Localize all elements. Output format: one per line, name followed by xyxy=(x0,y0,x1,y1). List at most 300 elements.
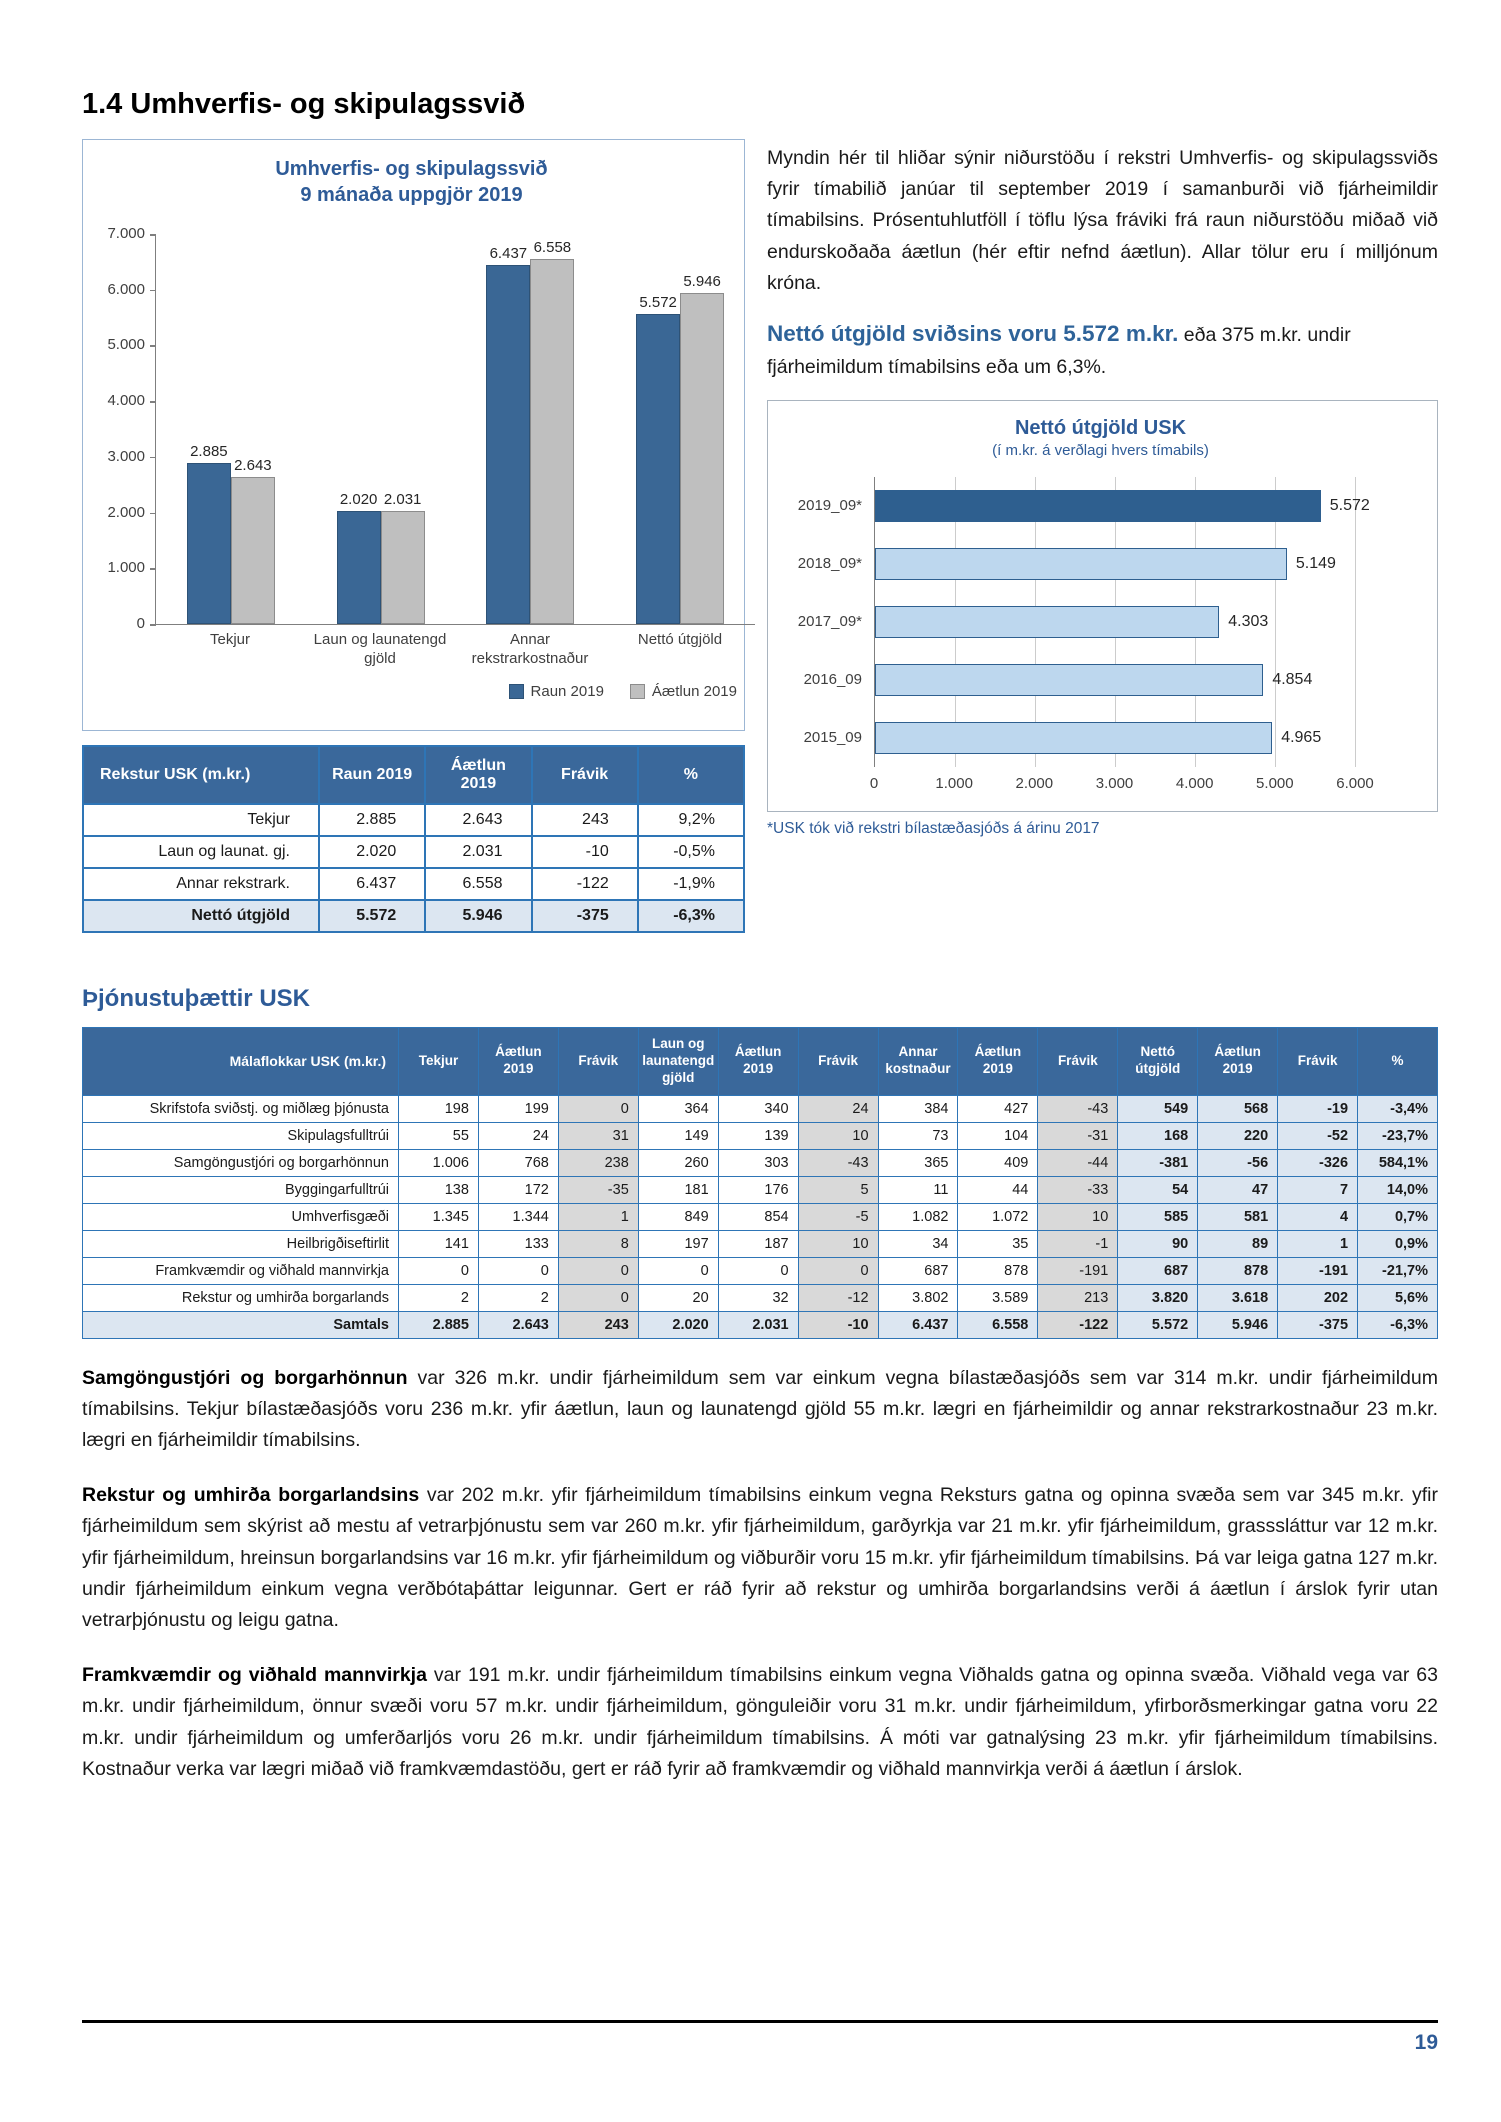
h-chart-subtitle: (í m.kr. á verðlagi hvers tímabils) xyxy=(992,442,1209,460)
bar-raun xyxy=(636,314,680,624)
bar-group xyxy=(187,443,275,624)
cell: 8 xyxy=(558,1230,638,1257)
cell: 10 xyxy=(798,1122,878,1149)
page-number: 19 xyxy=(1414,2031,1438,2054)
cell: -56 xyxy=(1198,1149,1278,1176)
cell: -31 xyxy=(1038,1122,1118,1149)
cell: 187 xyxy=(718,1230,798,1257)
cell: 768 xyxy=(478,1149,558,1176)
legend-swatch-aaetlun-icon xyxy=(630,684,645,699)
column-header: Annar kostnaður xyxy=(878,1028,958,1096)
data-label: 5.572 xyxy=(639,293,677,311)
bar-with-label xyxy=(486,245,530,624)
column-header: Frávik xyxy=(1038,1028,1118,1096)
y-tick xyxy=(150,290,156,292)
cell: 0,9% xyxy=(1358,1230,1438,1257)
row-label: Rekstur og umhirða borgarlands xyxy=(83,1284,399,1311)
header-row xyxy=(83,746,744,804)
cell: -23,7% xyxy=(1358,1122,1438,1149)
cell: 6.437 xyxy=(878,1311,958,1338)
col-chart-yaxis xyxy=(93,225,155,632)
x-tick-label: 3.000 xyxy=(1095,775,1134,793)
x-tick-label: 2.000 xyxy=(1015,775,1054,793)
h-bar xyxy=(875,722,1272,754)
x-tick-label: 4.000 xyxy=(1175,775,1214,793)
y-tick-label: 7.000 xyxy=(107,225,145,242)
cell: 427 xyxy=(958,1095,1038,1122)
bar-group xyxy=(636,273,724,624)
bar-aaetlun xyxy=(231,477,275,624)
table-row xyxy=(83,1230,1438,1257)
cell: -19 xyxy=(1278,1095,1358,1122)
cell: 6.558 xyxy=(425,868,531,900)
cell: 2.031 xyxy=(425,836,531,868)
column-header: Frávik xyxy=(558,1028,638,1096)
page-title: 1.4 Umhverfis- og skipulagssvið xyxy=(82,88,526,120)
h-chart-main xyxy=(869,477,1419,801)
row-label: Annar rekstrark. xyxy=(83,868,319,900)
paragraph-text: var 202 m.kr. yfir fjárheimildum tímabilsins einkum vegna Reksturs gatna og opinna svæða sem var 345 m.kr. yfir fjárheimildum sem skýrist að mestu af vetrarþjónustu sem var 260 m.kr. yfir fjárheimildum, garðyrkja var 21 m.kr. yfir fjárheimildum, grasssláttur var 12 m.kr. yfir fjárheimildum, hreinsun borgarlandsins var 16 m.kr. yfir fjárheimildum og viðburðir voru 15 m.kr. yfir fjárheimildum tímabilsins. Þá var leiga gatna 127 m.kr. undir fjárheimildum einkum vegna verðbótaþáttar leigunnar. Gert er ráð fyrir að rekstur og umhirða borgarlandsins verði á áætlun í árslok fyrir utan vetrarþjónustu og leigu gatna. xyxy=(82,1484,1438,1631)
y-tick xyxy=(150,345,156,347)
data-label: 5.572 xyxy=(1329,497,1370,515)
cell: 260 xyxy=(638,1149,718,1176)
y-tick xyxy=(150,513,156,515)
cell: 202 xyxy=(1278,1284,1358,1311)
cell: 854 xyxy=(718,1203,798,1230)
bar-with-label xyxy=(337,491,381,624)
column-chart xyxy=(82,139,745,731)
bar-raun xyxy=(337,511,381,624)
cell: -122 xyxy=(1038,1311,1118,1338)
cell: 199 xyxy=(478,1095,558,1122)
y-tick-label: 5.000 xyxy=(107,336,145,354)
cell: 138 xyxy=(399,1176,479,1203)
y-tick-label: 2.000 xyxy=(107,503,145,521)
h-bar-row xyxy=(875,593,1355,651)
paragraph-text: var 191 m.kr. undir fjárheimildum tímabilsins einkum vegna Viðhalds gatna og opinna svæða. Viðhald vega var 63 m.kr. undir fjárheimildum, önnur svæði voru 57 m.kr. undir fjárheimildum, gönguleiðir voru 31 m.kr. undir fjárheimildum, yfirborðsmerkingar gatna voru 22 m.kr. undir fjárheimildum og umferðarljós voru 26 m.kr. undir fjárheimildum tímabilsins. Á móti var gatnalýsing 23 m.kr. yfir fjárheimildum tímabilsins. Kostnaður verka var lægri miðað við framkvæmdastöðu, gert er ráð fyrir að framkvæmdir og viðhald mannvirkja verði á áætlun í árslok. xyxy=(82,1664,1438,1780)
cell: 0 xyxy=(638,1257,718,1284)
highlight-rest-text: eða 375 m.kr. undir fjárheimildum tímabilsins eða um 6,3%. xyxy=(767,323,1351,378)
cell: 2.885 xyxy=(319,804,425,836)
chart-footnote: *USK tók við rekstri bílastæðasjóðs á árinu 2017 xyxy=(767,820,1100,838)
column-header: Áætlun 2019 xyxy=(958,1028,1038,1096)
highlight-bold-text: Nettó útgjöld sviðsins voru 5.572 m.kr. xyxy=(767,320,1179,346)
cell: 238 xyxy=(558,1149,638,1176)
cell: 141 xyxy=(399,1230,479,1257)
table-row xyxy=(83,1257,1438,1284)
services-table xyxy=(82,1027,1438,1339)
legend-label: Raun 2019 xyxy=(530,682,604,700)
cell: 2 xyxy=(399,1284,479,1311)
rekstur-table xyxy=(82,745,745,933)
cell: 687 xyxy=(878,1257,958,1284)
data-label: 4.303 xyxy=(1228,613,1269,631)
cell: 1.006 xyxy=(399,1149,479,1176)
legend-label: Áætlun 2019 xyxy=(651,682,737,700)
cell: 14,0% xyxy=(1358,1176,1438,1203)
page-footer xyxy=(82,2020,1438,2055)
cell: 0 xyxy=(478,1257,558,1284)
column-header: % xyxy=(1358,1028,1438,1096)
cell: -43 xyxy=(798,1149,878,1176)
column-header: Frávik xyxy=(798,1028,878,1096)
bar-aaetlun xyxy=(680,293,724,624)
top-section xyxy=(82,139,1438,933)
cell: 10 xyxy=(1038,1203,1118,1230)
cell: 54 xyxy=(1118,1176,1198,1203)
table-row xyxy=(83,804,744,836)
column-header: Áætlun 2019 xyxy=(1198,1028,1278,1096)
y-tick xyxy=(150,568,156,570)
cell: 3.820 xyxy=(1118,1284,1198,1311)
h-bar-row xyxy=(875,651,1355,709)
cell: 2.020 xyxy=(638,1311,718,1338)
data-label: 2.031 xyxy=(383,490,422,508)
x-tick-label: 5.000 xyxy=(1256,775,1294,793)
intro-paragraph: Myndin hér til hliðar sýnir niðurstöðu í rekstri Umhverfis- og skipulagssviðs fyrir tímabilið janúar til september 2019 í samanburði við fjárheimildir tímabilsins. Prósentuhlutföll í töflu lýsa fráviki frá raun niðurstöðu miðað við endurskoðaða áætlun (hér eftir nefnd áætlun). Allar tölur eru í milljónum króna. xyxy=(767,147,1438,294)
y-tick xyxy=(150,457,156,459)
category-label: 2015_09 xyxy=(803,729,862,747)
x-tick-label: 1.000 xyxy=(935,775,973,793)
cell: 5 xyxy=(798,1176,878,1203)
category-label: Laun og launatengd gjöld xyxy=(313,631,447,667)
bar-aaetlun xyxy=(530,259,574,624)
cell: 6.437 xyxy=(319,868,425,900)
column-header: Raun 2019 xyxy=(319,746,425,804)
cell: 3.618 xyxy=(1198,1284,1278,1311)
body-paragraph-2 xyxy=(82,1480,1438,1636)
cell: 2.643 xyxy=(425,804,531,836)
cell: 32 xyxy=(718,1284,798,1311)
data-label: 2.885 xyxy=(190,443,228,461)
row-label: Skrifstofa sviðstj. og miðlæg þjónusta xyxy=(83,1095,399,1122)
h-bar xyxy=(875,548,1287,580)
cell: 409 xyxy=(958,1149,1038,1176)
cell: 5.946 xyxy=(425,900,531,932)
data-label: 6.437 xyxy=(489,245,528,263)
data-label: 4.854 xyxy=(1272,671,1313,689)
y-tick-label: 4.000 xyxy=(107,392,145,410)
row-label: Heilbrigðiseftirlit xyxy=(83,1230,399,1257)
cell: 0 xyxy=(558,1095,638,1122)
cell: 55 xyxy=(399,1122,479,1149)
table-row xyxy=(83,1095,1438,1122)
cell: 3.802 xyxy=(878,1284,958,1311)
data-label: 5.946 xyxy=(683,272,721,290)
row-label: Laun og launat. gj. xyxy=(83,836,319,868)
right-column xyxy=(767,139,1438,838)
data-label: 5.149 xyxy=(1295,555,1336,573)
cell: 47 xyxy=(1198,1176,1278,1203)
cell: -375 xyxy=(1278,1311,1358,1338)
cell: -43 xyxy=(1038,1095,1118,1122)
cell: -33 xyxy=(1038,1176,1118,1203)
h-bar xyxy=(875,664,1263,696)
bar-with-label xyxy=(530,239,574,624)
cell: 24 xyxy=(478,1122,558,1149)
cell: 364 xyxy=(638,1095,718,1122)
table-row xyxy=(83,900,744,932)
h-bar-row xyxy=(875,477,1370,535)
cell: 0 xyxy=(558,1284,638,1311)
cell: 549 xyxy=(1118,1095,1198,1122)
table-row xyxy=(83,1311,1438,1338)
y-tick xyxy=(150,401,156,403)
cell: 2.031 xyxy=(718,1311,798,1338)
column-header: Áætlun 2019 xyxy=(478,1028,558,1096)
cell: -35 xyxy=(558,1176,638,1203)
h-chart-categories xyxy=(782,477,874,801)
legend-item-aaetlun xyxy=(630,683,737,700)
column-header: Rekstur USK (m.kr.) xyxy=(83,746,319,804)
cell: -52 xyxy=(1278,1122,1358,1149)
cell: 340 xyxy=(718,1095,798,1122)
cell: 243 xyxy=(532,804,638,836)
cell: -10 xyxy=(532,836,638,868)
cell: 2.643 xyxy=(478,1311,558,1338)
paragraph-text: var 326 m.kr. undir fjárheimildum sem var einkum vegna bílastæðasjóðs sem var 314 m.kr. undir fjárheimildum tímabilsins. Tekjur bílastæðasjóðs voru 236 m.kr. yfir áætlun, laun og launatengd gjöld 55 m.kr. lægri en fjárheimildir og annar rekstrarkostnaður 23 m.kr. lægri en fjárheimildir tímabilsins. xyxy=(82,1366,1438,1451)
bar-with-label xyxy=(381,491,425,624)
cell: 4 xyxy=(1278,1203,1358,1230)
cell: -21,7% xyxy=(1358,1257,1438,1284)
bar-with-label xyxy=(231,457,275,624)
paragraph-lead: Framkvæmdir og viðhald mannvirkja xyxy=(82,1664,427,1687)
h-bar-chart xyxy=(767,400,1438,812)
cell: 133 xyxy=(478,1230,558,1257)
row-label: Samtals xyxy=(83,1311,399,1338)
cell: -12 xyxy=(798,1284,878,1311)
section-heading: Þjónustuþættir USK xyxy=(82,985,310,1012)
h-bar-row xyxy=(875,535,1355,593)
bar-group xyxy=(486,239,574,624)
bar-with-label xyxy=(636,294,680,624)
cell: 1.072 xyxy=(958,1203,1038,1230)
table-row xyxy=(83,1176,1438,1203)
cell: 172 xyxy=(478,1176,558,1203)
data-label: 2.643 xyxy=(234,456,272,474)
cell: -0,5% xyxy=(638,836,744,868)
cell: -381 xyxy=(1118,1149,1198,1176)
cell: 581 xyxy=(1198,1203,1278,1230)
table-row xyxy=(83,868,744,900)
col-chart-plot xyxy=(155,234,755,625)
bar-raun xyxy=(187,463,231,624)
column-header: % xyxy=(638,746,744,804)
cell: 149 xyxy=(638,1122,718,1149)
x-tick-label: 0 xyxy=(869,775,879,793)
cell: 5.572 xyxy=(1118,1311,1198,1338)
cell: 365 xyxy=(878,1149,958,1176)
cell: 89 xyxy=(1198,1230,1278,1257)
footer-rule xyxy=(82,2020,1438,2023)
cell: -122 xyxy=(532,868,638,900)
cell: 34 xyxy=(878,1230,958,1257)
cell: 181 xyxy=(638,1176,718,1203)
row-label: Umhverfisgæði xyxy=(83,1203,399,1230)
cell: -10 xyxy=(798,1311,878,1338)
body-paragraph-1 xyxy=(82,1363,1438,1457)
cell: -326 xyxy=(1278,1149,1358,1176)
paragraph-lead: Rekstur og umhirða borgarlandsins xyxy=(82,1484,420,1507)
bar-with-label xyxy=(680,273,724,624)
cell: 6.558 xyxy=(958,1311,1038,1338)
cell: 11 xyxy=(878,1176,958,1203)
cell: 139 xyxy=(718,1122,798,1149)
cell: 303 xyxy=(718,1149,798,1176)
column-chart-body xyxy=(93,225,737,700)
cell: -3,4% xyxy=(1358,1095,1438,1122)
cell: 568 xyxy=(1198,1095,1278,1122)
y-tick xyxy=(150,234,156,236)
paragraph-lead: Samgöngustjóri og borgarhönnun xyxy=(82,1366,408,1389)
cell: -1 xyxy=(1038,1230,1118,1257)
cell: 7 xyxy=(1278,1176,1358,1203)
cell: 213 xyxy=(1038,1284,1118,1311)
cell: -1,9% xyxy=(638,868,744,900)
left-column xyxy=(82,139,745,933)
cell: 1.082 xyxy=(878,1203,958,1230)
cell: 2 xyxy=(478,1284,558,1311)
cell: 5,6% xyxy=(1358,1284,1438,1311)
row-label: Byggingarfulltrúi xyxy=(83,1176,399,1203)
cell: 9,2% xyxy=(638,804,744,836)
cell: 5.946 xyxy=(1198,1311,1278,1338)
cell: 197 xyxy=(638,1230,718,1257)
cell: 243 xyxy=(558,1311,638,1338)
table-row xyxy=(83,1203,1438,1230)
highlight-paragraph xyxy=(767,317,1438,382)
cell: -44 xyxy=(1038,1149,1118,1176)
cell: 2.020 xyxy=(319,836,425,868)
bar-raun xyxy=(486,265,530,624)
cell: 20 xyxy=(638,1284,718,1311)
cell: 0 xyxy=(798,1257,878,1284)
cell: 5.572 xyxy=(319,900,425,932)
legend-item-raun xyxy=(509,683,604,700)
data-label: 6.558 xyxy=(533,238,572,256)
table-row xyxy=(83,836,744,868)
y-tick-label: 3.000 xyxy=(107,447,145,465)
y-tick-label: 1.000 xyxy=(107,559,145,577)
category-label: Annar rekstrarkostnaður xyxy=(471,631,589,667)
cell: 0 xyxy=(558,1257,638,1284)
cell: 198 xyxy=(399,1095,479,1122)
h-chart-body xyxy=(782,477,1419,801)
x-tick-label: 6.000 xyxy=(1336,775,1374,793)
cell: 10 xyxy=(798,1230,878,1257)
category-label: Tekjur xyxy=(209,631,250,648)
table-row xyxy=(83,1284,1438,1311)
category-label: 2019_09* xyxy=(797,497,862,515)
cell: 384 xyxy=(878,1095,958,1122)
chart-legend xyxy=(155,683,737,700)
table-row xyxy=(83,1122,1438,1149)
cell: -191 xyxy=(1038,1257,1118,1284)
header-row xyxy=(83,1028,1438,1096)
cell: 687 xyxy=(1118,1257,1198,1284)
cell: 878 xyxy=(958,1257,1038,1284)
column-header: Nettó útgjöld xyxy=(1118,1028,1198,1096)
row-label: Nettó útgjöld xyxy=(83,900,319,932)
row-label: Tekjur xyxy=(83,804,319,836)
bar-aaetlun xyxy=(381,511,425,624)
h-bar xyxy=(875,490,1321,522)
cell: 878 xyxy=(1198,1257,1278,1284)
h-chart-xaxis xyxy=(869,775,1374,801)
cell: 584,1% xyxy=(1358,1149,1438,1176)
legend-swatch-raun-icon xyxy=(509,684,524,699)
category-label: 2016_09 xyxy=(803,671,862,689)
column-header: Áætlun 2019 xyxy=(425,746,531,804)
cell: -6,3% xyxy=(1358,1311,1438,1338)
row-label: Skipulagsfulltrúi xyxy=(83,1122,399,1149)
col-chart-plotwrap xyxy=(155,234,755,700)
h-chart-title: Nettó útgjöld USK xyxy=(1014,417,1187,440)
row-label: Framkvæmdir og viðhald mannvirkja xyxy=(83,1257,399,1284)
cell: 1.345 xyxy=(399,1203,479,1230)
cell: 104 xyxy=(958,1122,1038,1149)
cell: 176 xyxy=(718,1176,798,1203)
cell: 73 xyxy=(878,1122,958,1149)
column-header: Áætlun 2019 xyxy=(718,1028,798,1096)
cell: 220 xyxy=(1198,1122,1278,1149)
cell: 2.885 xyxy=(399,1311,479,1338)
h-bar xyxy=(875,606,1219,638)
cell: -191 xyxy=(1278,1257,1358,1284)
y-tick-label: 0 xyxy=(136,615,145,632)
cell: 31 xyxy=(558,1122,638,1149)
cell: 3.589 xyxy=(958,1284,1038,1311)
cell: 1.344 xyxy=(478,1203,558,1230)
category-label: 2017_09* xyxy=(797,613,862,631)
cell: 24 xyxy=(798,1095,878,1122)
y-tick xyxy=(150,624,156,626)
cell: 585 xyxy=(1118,1203,1198,1230)
column-header: Frávik xyxy=(532,746,638,804)
cell: 0 xyxy=(718,1257,798,1284)
table-row xyxy=(83,1149,1438,1176)
chart-subtitle: 9 mánaða uppgjör 2019 xyxy=(300,184,523,206)
cell: 44 xyxy=(958,1176,1038,1203)
cell: 0,7% xyxy=(1358,1203,1438,1230)
data-label: 4.965 xyxy=(1281,729,1322,747)
chart-title: Umhverfis- og skipulagssvið xyxy=(275,158,548,180)
bar-group xyxy=(337,491,425,624)
bar-with-label xyxy=(187,443,231,624)
column-header: Tekjur xyxy=(399,1028,479,1096)
h-chart-plot xyxy=(874,477,1370,767)
body-paragraph-3 xyxy=(82,1660,1438,1785)
column-header: Málaflokkar USK (m.kr.) xyxy=(83,1028,399,1096)
cell: -5 xyxy=(798,1203,878,1230)
cell: -375 xyxy=(532,900,638,932)
column-header: Laun og launatengd gjöld xyxy=(638,1028,718,1096)
cell: 168 xyxy=(1118,1122,1198,1149)
column-header: Frávik xyxy=(1278,1028,1358,1096)
cell: -6,3% xyxy=(638,900,744,932)
cell: 35 xyxy=(958,1230,1038,1257)
row-label: Samgöngustjóri og borgarhönnun xyxy=(83,1149,399,1176)
category-label: Nettó útgjöld xyxy=(637,631,723,648)
data-label: 2.020 xyxy=(339,491,378,509)
col-chart-categories xyxy=(155,631,755,669)
cell: 0 xyxy=(399,1257,479,1284)
category-label: 2018_09* xyxy=(797,555,862,573)
cell: 1 xyxy=(558,1203,638,1230)
cell: 849 xyxy=(638,1203,718,1230)
h-bar-row xyxy=(875,709,1355,767)
cell: 90 xyxy=(1118,1230,1198,1257)
